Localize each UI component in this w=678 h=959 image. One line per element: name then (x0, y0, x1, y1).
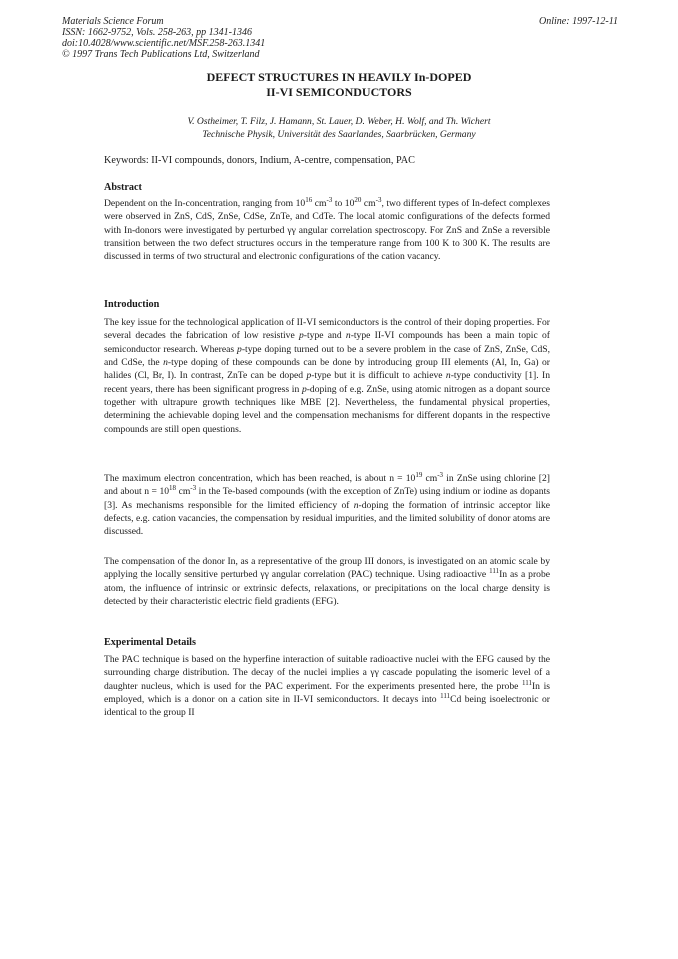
text-run: Dependent on the In-concentration, ranging from 10 (104, 198, 306, 209)
superscript: -3 (190, 484, 197, 493)
superscript: 111 (489, 567, 500, 576)
text-run: The compensation of the donor In, as a representative of the group III donors, is investigated on an atomic scale by applying the locally sensitive perturbed γγ angular correlation (PAC) technique. Using radioactive (104, 556, 550, 581)
text-run: to 10 (332, 198, 355, 209)
doi-line: doi:10.4028/www.scientific.net/MSF.258-263.1341 (62, 38, 266, 49)
superscript: -3 (326, 196, 333, 204)
paper-title (0, 70, 678, 100)
italic-term: n (163, 357, 168, 369)
italic-term: p (301, 383, 307, 395)
experimental-heading: Experimental Details (104, 637, 196, 648)
author-affiliation: Technische Physik, Universität des Saarlandes, Saarbrücken, Germany (202, 129, 476, 140)
text-run: The key issue for the technological application of II-VI semiconductors is the control of their doping properties. For several decades the fabrication of low resistive (104, 317, 550, 342)
text-run: Cd being isoelectronic or identical to the group II (104, 694, 550, 719)
italic-term: p (237, 343, 242, 355)
italic-term: p (299, 330, 304, 342)
superscript: 20 (354, 196, 362, 204)
introduction-heading: Introduction (104, 299, 160, 310)
abstract-paragraph (104, 197, 550, 264)
abstract-heading: Abstract (104, 182, 142, 193)
text-run: -type II-VI compounds has been a main topic of semiconductor research. Whereas (104, 330, 550, 355)
author-block (0, 115, 678, 141)
text-run: The PAC technique is based on the hyperfine interaction of suitable radioactive nuclei with the EFG caused by the surrounding charge distribution. The decay of the nuclei implies a γγ cascade populating the isomeric level of a daughter nucleus, which is used for the PAC experiment. For the experiments presented here, the probe (104, 654, 550, 692)
text-run: cm (422, 473, 438, 484)
keywords: Keywords: II-VI compounds, donors, Indium, A-centre, compensation, PAC (104, 155, 415, 166)
text-run: cm (361, 198, 376, 209)
author-names: V. Ostheimer, T. Filz, J. Hamann, St. Lauer, D. Weber, H. Wolf, and Th. Wichert (187, 116, 491, 127)
text-run: -doping of e.g. ZnSe, using atomic nitrogen as a dopant source together with ultrapure growth techniques like MBE [2]. Nevertheless, the fundamental physical properties, determining the achievable doping level and the compensation mechanisms for different dopants in the respective compounds are still open questions. (104, 383, 550, 435)
title-line-2: II-VI SEMICONDUCTORS (266, 85, 412, 99)
superscript: -3 (437, 471, 444, 479)
journal-header (62, 16, 265, 60)
text-run: -type doping turned out to be a severe problem in the case of ZnS, ZnSe, CdS, and CdSe, the (104, 343, 550, 369)
introduction-paragraph-3 (104, 555, 550, 608)
italic-term: n (445, 370, 451, 382)
journal-name: Materials Science Forum (62, 16, 164, 27)
text-run: In is employed, which is a donor on a cation site in II-VI semiconductors. It decays into (104, 680, 550, 706)
text-run: -type doping of these compounds can be done by introducing group III elements (Al, In, Ga) or halides (Cl, Br, I). In contrast, ZnTe can be doped (104, 357, 550, 382)
experimental-paragraph-1 (104, 653, 550, 720)
superscript: 16 (305, 196, 313, 204)
italic-term: n (353, 499, 359, 511)
text-run: -type but it is difficult to achieve (311, 370, 446, 382)
issn-line: ISSN: 1662-9752, Vols. 258-263, pp 1341-1346 (62, 27, 252, 38)
text-run: In as a probe atom, the influence of intrinsic or extrinsic defects, relaxations, or precipitations on the local charge density is detected by their characteristic electric field gradients (EFG). (104, 569, 550, 608)
introduction-paragraph-1 (104, 316, 550, 436)
text-run: in ZnSe using chlorine [2] and about n = 10 (104, 473, 550, 498)
text-run: -type and (303, 330, 346, 342)
text-run: cm (312, 198, 327, 209)
superscript: -3 (375, 196, 382, 204)
text-run: The maximum electron concentration, which has been reached, is about n = 10 (104, 473, 416, 484)
copyright-line: © 1997 Trans Tech Publications Ltd, Switzerland (62, 49, 260, 60)
title-line-1: DEFECT STRUCTURES IN HEAVILY In-DOPED (206, 70, 472, 84)
superscript: 111 (440, 692, 451, 701)
superscript: 18 (169, 484, 177, 493)
text-run: , two different types of In-defect complexes were observed in ZnS, CdS, ZnSe, CdSe, ZnTe, and CdTe. The local atomic configurations of the defects formed with In-donors were investigated by perturbed γγ angular correlation spectroscopy. For ZnS and ZnSe a reversible transition between the two defect structures occurs in the temperature range from 100 K to 300 K. The results are discussed in terms of two structural and electronic configurations of the cation vacancy. (104, 198, 550, 263)
introduction-paragraph-2 (104, 472, 550, 539)
text-run: in the Te-based compounds (with the exception of ZnTe) using indium or iodine as dopants [3]. As mechanisms responsible for the limited efficiency of (104, 486, 551, 511)
text-run: -type conductivity [1]. In recent years, there has been significant progress in (104, 370, 550, 395)
italic-term: p (306, 370, 312, 382)
text-run: cm (176, 486, 191, 498)
text-run: -doping the formation of intrinsic acceptor like defects, e.g. cation vacancies, the compensation by residual impurities, and the limited solubility of donor atoms are discussed. (104, 499, 550, 538)
online-date: Online: 1997-12-11 (539, 16, 618, 27)
superscript: 111 (522, 678, 532, 687)
italic-term: n (345, 330, 351, 342)
superscript: 19 (415, 471, 423, 479)
